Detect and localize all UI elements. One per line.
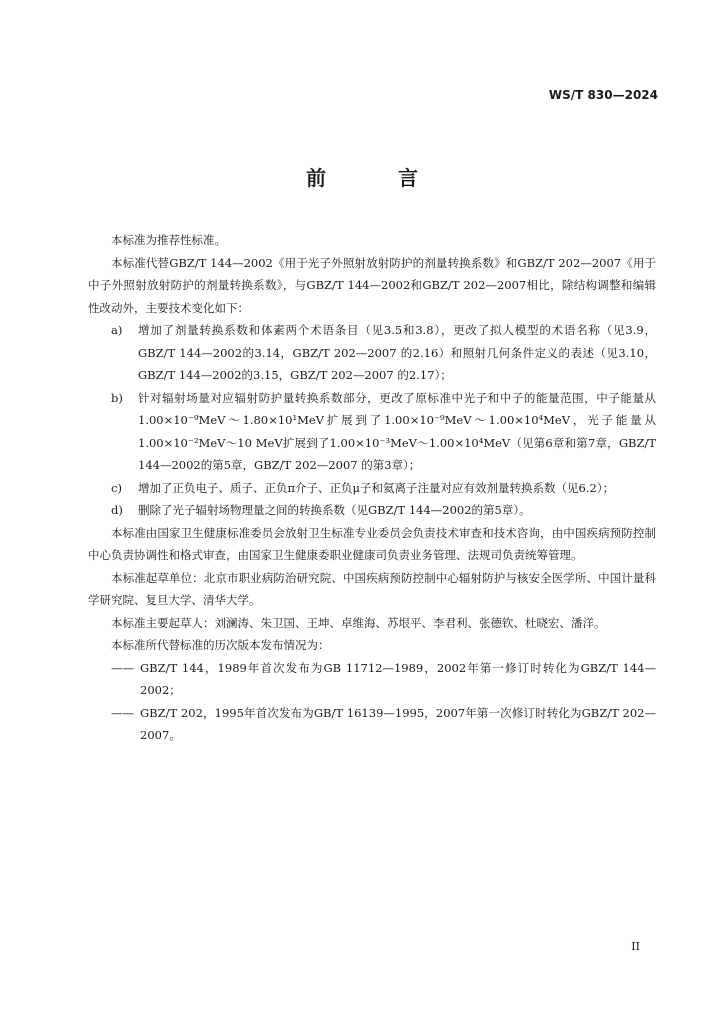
list-item bbox=[88, 499, 656, 522]
list-item-text: 增加了正负电子、质子、正负π介子、正负μ子和氦离子注量对应有效剂量转换系数（见6.2）； bbox=[138, 480, 615, 495]
list-item-mark: d) bbox=[111, 503, 123, 517]
document-code: WS/T 830—2024 bbox=[548, 88, 658, 102]
paragraph-drafters: 本标准主要起草人：刘澜涛、朱卫国、王坤、卓维海、苏垠平、李君利、张德钦、杜晓宏、潘洋。 bbox=[111, 615, 606, 630]
list-item-text: 删除了光子辐射场物理量之间的转换系数（见GBZ/T 144—2002的第5章）。 bbox=[138, 503, 531, 517]
history-text: GBZ/T 144，1989年首次发布为GB 11712—1989，2002年第一修订时转化为GBZ/T 144—2002； bbox=[140, 660, 656, 697]
list-item-text: 增加了剂量转换系数和体素两个术语条目（见3.5和3.8），更改了拟人模型的术语名称（见3.9，GBZ/T 144—2002的3.14，GBZ/T 202—2007 的2.16）和照射几何条件定义的表述（见3.10，GBZ/T 144—2002的3.15，GBZ/T 202—2007 的2.17）； bbox=[138, 323, 656, 382]
list-item bbox=[88, 387, 656, 477]
list-item-mark: b) bbox=[111, 390, 123, 405]
list-item bbox=[88, 319, 656, 387]
list-item-mark: a) bbox=[111, 323, 123, 337]
page-title: 前 言 bbox=[306, 166, 444, 190]
page-number: II bbox=[631, 940, 640, 953]
history-item bbox=[88, 702, 656, 747]
history-dash: —— bbox=[111, 660, 134, 675]
paragraph-drafting-units: 本标准起草单位：北京市职业病防治研究院、中国疾病预防控制中心辐射防护与核安全医学所、中国计量科学研究院、复旦大学、清华大学。 bbox=[88, 570, 656, 607]
paragraph-history-intro: 本标准所代替标准的历次版本发布情况为： bbox=[111, 638, 330, 652]
paragraph-recommended: 本标准为推荐性标准。 bbox=[111, 233, 226, 247]
document-body bbox=[88, 229, 656, 747]
list-item bbox=[88, 477, 656, 500]
list-item-mark: c) bbox=[111, 480, 122, 495]
history-text: GBZ/T 202，1995年首次发布为GB/T 16139—1995，2007年第一次修订时转化为GBZ/T 202—2007。 bbox=[140, 705, 656, 742]
paragraph-committee: 本标准由国家卫生健康标准委员会放射卫生标准专业委员会负责技术审查和技术咨询，由中国疾病预防控制中心负责协调性和格式审查，由国家卫生健康委职业健康司负责业务管理、法规司负责统筹管理。 bbox=[88, 525, 656, 562]
list-item-text: 针对辐射场量对应辐射防护量转换系数部分，更改了原标准中光子和中子的能量范围，中子能量从1.00×10⁻⁹MeV～1.80×10¹MeV扩展到了1.00×10⁻⁹MeV～1.00×10⁴MeV，光子能量从1.00×10⁻²MeV～10 MeV扩展到了1.00×10⁻³MeV～1.00×10⁴MeV（见第6章和第7章，GBZ/T 144—2002的第5章，GBZ/T 202—2007 的第3章）； bbox=[138, 390, 656, 472]
history-item bbox=[88, 657, 656, 702]
history-dash: —— bbox=[111, 705, 134, 720]
paragraph-replacement: 本标准代替GBZ/T 144—2002《用于光子外照射放射防护的剂量转换系数》和GBZ/T 202—2007《用于中子外照射放射防护的剂量转换系数》，与GBZ/T 144—2002和GBZ/T 202—2007相比，除结构调整和编辑性改动外，主要技术变化如下： bbox=[88, 255, 656, 315]
